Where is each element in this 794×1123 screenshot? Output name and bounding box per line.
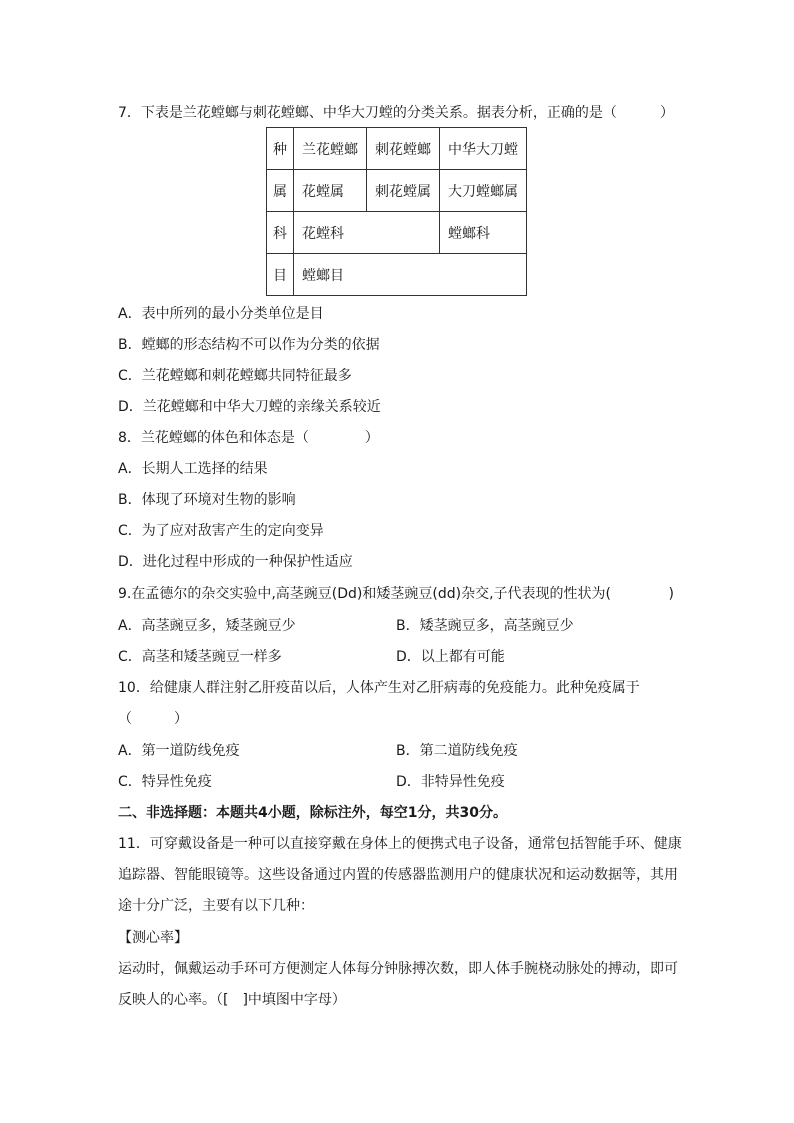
table-row-genus — [267, 170, 527, 212]
q10-option-b: B．第二道防线免疫 — [396, 743, 518, 759]
q10-answer-paren: （ ） — [118, 711, 188, 727]
q11-line-1: 11．可穿戴设备是一种可以直接穿戴在身体上的便携式电子设备，通常包括智能手环、健康 — [118, 836, 682, 852]
q7-stem: 7．下表是兰花螳螂与刺花螳螂、中华大刀螳的分类关系。据表分析，正确的是（ — [118, 105, 617, 121]
table-row-species — [267, 128, 527, 170]
q10-option-a: A．第一道防线免疫 — [118, 743, 240, 759]
q7-answer-paren: ） — [660, 105, 674, 121]
q8-option-b: B．体现了环境对生物的影响 — [118, 492, 296, 508]
rank-cell: 科 — [267, 212, 294, 254]
table-cell: 刺花螳属 — [367, 170, 440, 212]
q8-option-c: C．为了应对敌害产生的定向变异 — [118, 523, 324, 539]
q9-option-b: B．矮茎豌豆多，高茎豌豆少 — [396, 618, 574, 634]
q9-stem: 9.在孟德尔的杂交实验中,高茎豌豆(Dd)和矮茎豌豆(dd)杂交,子代表现的性状为( — [118, 586, 612, 602]
table-cell: 中华大刀螳 — [440, 128, 527, 170]
q8-option-d: D．进化过程中形成的一种保护性适应 — [118, 554, 353, 570]
table-cell: 花螳科 — [294, 212, 440, 254]
q8-stem: 8．兰花螳螂的体色和体态是（ ） — [118, 430, 379, 446]
table-row-order — [267, 254, 527, 296]
q11-subheading: 【测心率】 — [118, 930, 188, 946]
rank-cell: 种 — [267, 128, 294, 170]
table-cell: 兰花螳螂 — [294, 128, 367, 170]
q11-line-2: 追踪器、智能眼镜等。这些设备通过内置的传感器监测用户的健康状况和运动数据等，其用 — [118, 867, 678, 883]
q11-para-line-1: 运动时，佩戴运动手环可方便测定人体每分钟脉搏次数，即人体手腕桡动脉处的搏动，即可 — [118, 961, 678, 977]
section-heading: 二、非选择题：本题共4小题，除标注外，每空1分，共30分。 — [118, 805, 507, 821]
table-cell: 刺花螳螂 — [367, 128, 440, 170]
q10-option-d: D．非特异性免疫 — [396, 774, 505, 790]
q11-para-line-2: 反映人的心率。（[ ]中填图中字母） — [118, 992, 346, 1008]
q7-option-a: A．表中所列的最小分类单位是目 — [118, 306, 324, 322]
q10-option-c: C．特异性免疫 — [118, 774, 212, 790]
q7-option-d: D．兰花螳螂和中华大刀螳的亲缘关系较近 — [118, 399, 381, 415]
classification-table — [266, 127, 527, 296]
q9-option-a: A．高茎豌豆多，矮茎豌豆少 — [118, 618, 296, 634]
rank-cell: 属 — [267, 170, 294, 212]
table-cell: 螳螂目 — [294, 254, 527, 296]
q11-line-3: 途十分广泛，主要有以下几种： — [118, 898, 314, 914]
table-cell: 螳螂科 — [440, 212, 527, 254]
q9-answer-paren: ) — [668, 586, 674, 602]
q7-option-b: B．螳螂的形态结构不可以作为分类的依据 — [118, 337, 380, 353]
q9-option-d: D．以上都有可能 — [396, 649, 505, 665]
q7-option-c: C．兰花螳螂和刺花螳螂共同特征最多 — [118, 368, 352, 384]
q8-option-a: A．长期人工选择的结果 — [118, 461, 268, 477]
table-cell: 花螳属 — [294, 170, 367, 212]
table-row-family — [267, 212, 527, 254]
q9-option-c: C．高茎和矮茎豌豆一样多 — [118, 649, 282, 665]
table-cell: 大刀螳螂属 — [440, 170, 527, 212]
rank-cell: 目 — [267, 254, 294, 296]
q10-stem: 10．给健康人群注射乙肝疫苗以后，人体产生对乙肝病毒的免疫能力。此种免疫属于 — [118, 680, 640, 696]
